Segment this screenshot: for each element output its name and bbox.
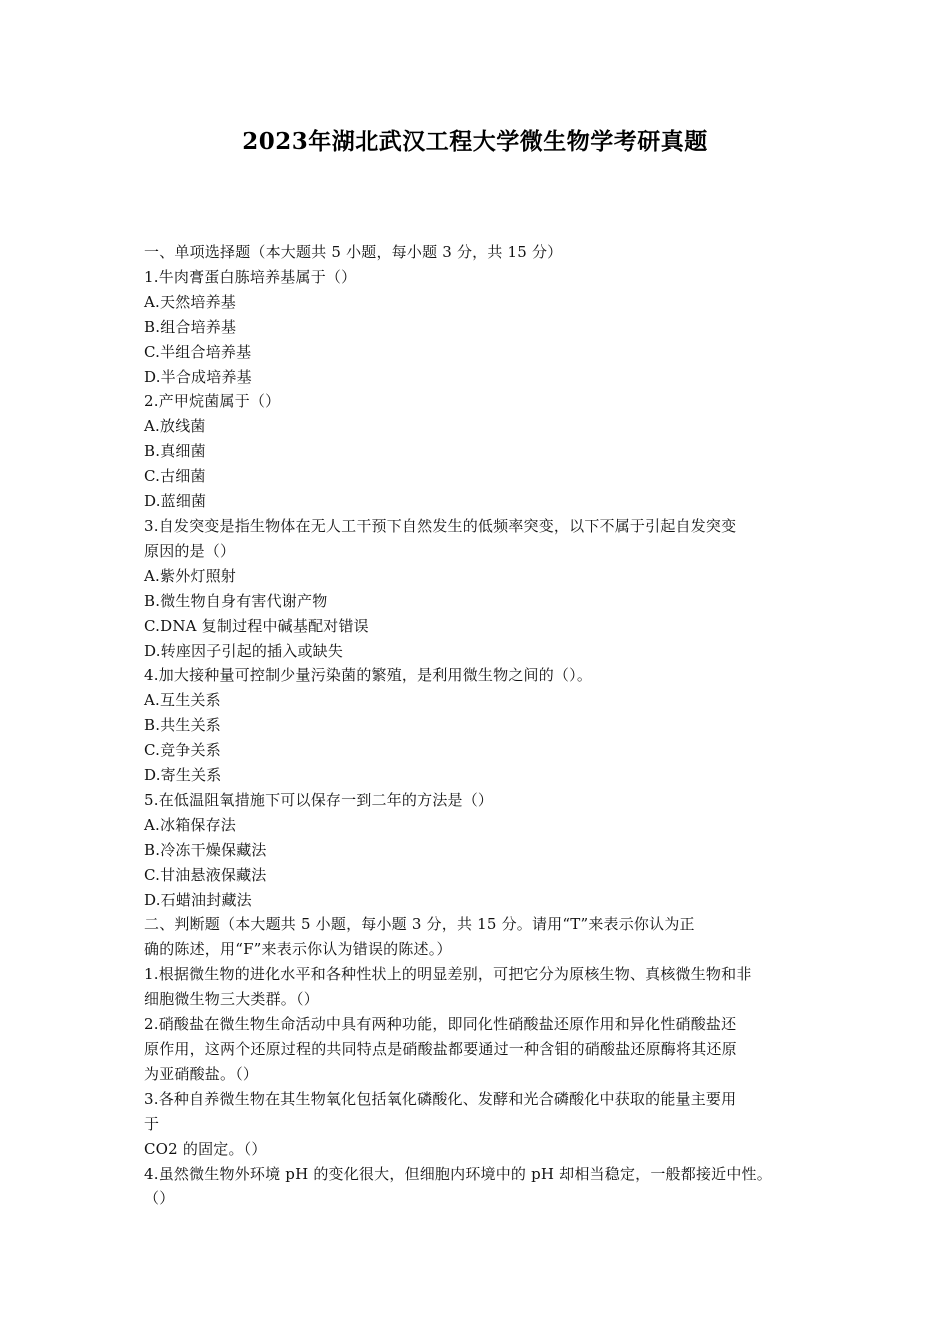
section-heading-single-choice: 一、单项选择题（本大题共 5 小题，每小题 3 分，共 15 分） — [144, 243, 563, 261]
answer-option: B.组合培养基 — [144, 317, 237, 336]
answer-option: B.共生关系 — [144, 716, 221, 735]
question-text: 为亚硝酸盐。（） — [144, 1064, 259, 1083]
question-text: 原因的是（） — [144, 541, 236, 560]
question-text: CO2 的固定。（） — [144, 1139, 267, 1158]
answer-option: C.古细菌 — [144, 467, 206, 486]
answer-option: A.冰箱保存法 — [144, 815, 237, 834]
answer-option: D.寄生关系 — [144, 766, 222, 785]
question-text: 原作用，这两个还原过程的共同特点是硝酸盐都要通过一种含钼的硝酸盐还原酶将其还原 — [144, 1040, 737, 1058]
answer-option: D.半合成培养基 — [144, 367, 252, 386]
question-text: 2.产甲烷菌属于（） — [144, 392, 281, 411]
question-text: 1.牛肉膏蛋白胨培养基属于（） — [144, 267, 357, 286]
answer-option: A.放线菌 — [144, 417, 206, 436]
question-text: 1.根据微生物的进化水平和各种性状上的明显差别，可把它分为原核生物、真核微生物和非 — [144, 965, 752, 984]
question-text: 4.加大接种量可控制少量污染菌的繁殖，是利用微生物之间的（）。 — [144, 666, 593, 685]
answer-option: A.天然培养基 — [144, 292, 237, 311]
answer-option: D.蓝细菌 — [144, 492, 207, 511]
answer-option: B.真细菌 — [144, 442, 206, 461]
answer-option: D.转座因子引起的插入或缺失 — [144, 641, 344, 660]
section-heading-true-false: 二、判断题（本大题共 5 小题，每小题 3 分，共 15 分。请用“T”来表示你认为正 — [144, 915, 695, 934]
answer-option: D.石蜡油封藏法 — [144, 890, 252, 909]
question-text: 细胞微生物三大类群。（） — [144, 990, 319, 1009]
answer-option: C.甘油悬液保藏法 — [144, 865, 267, 884]
question-text: 3.自发突变是指生物体在无人工干预下自然发生的低频率突变，以下不属于引起自发突变 — [144, 516, 737, 535]
document-body — [144, 240, 814, 1211]
question-text: 2.硝酸盐在微生物生命活动中具有两种功能，即同化性硝酸盐还原作用和异化性硝酸盐还 — [144, 1015, 737, 1034]
answer-option: B.微生物自身有害代谢产物 — [144, 591, 328, 610]
answer-option: C.DNA 复制过程中碱基配对错误 — [144, 616, 369, 635]
question-text: 3.各种自养微生物在其生物氧化包括氧化磷酸化、发酵和光合磷酸化中获取的能量主要用 — [144, 1089, 737, 1108]
section-heading-true-false: 确的陈述，用“F”来表示你认为错误的陈述。） — [144, 940, 452, 959]
answer-option: A.互生关系 — [144, 691, 221, 710]
answer-option: A.紫外灯照射 — [144, 566, 237, 585]
answer-option: C.半组合培养基 — [144, 342, 252, 361]
question-text: 4.虽然微生物外环境 pH 的变化很大，但细胞内环境中的 pH 却相当稳定，一般都接近中性。 — [144, 1164, 772, 1183]
page-title: 2023年湖北武汉工程大学微生物学考研真题 — [242, 128, 708, 155]
question-text: （） — [144, 1189, 175, 1208]
question-text: 于 — [144, 1114, 160, 1133]
question-text: 5.在低温阻氧措施下可以保存一到二年的方法是（） — [144, 790, 494, 809]
answer-option: C.竞争关系 — [144, 741, 221, 760]
answer-option: B.冷冻干燥保藏法 — [144, 840, 267, 859]
